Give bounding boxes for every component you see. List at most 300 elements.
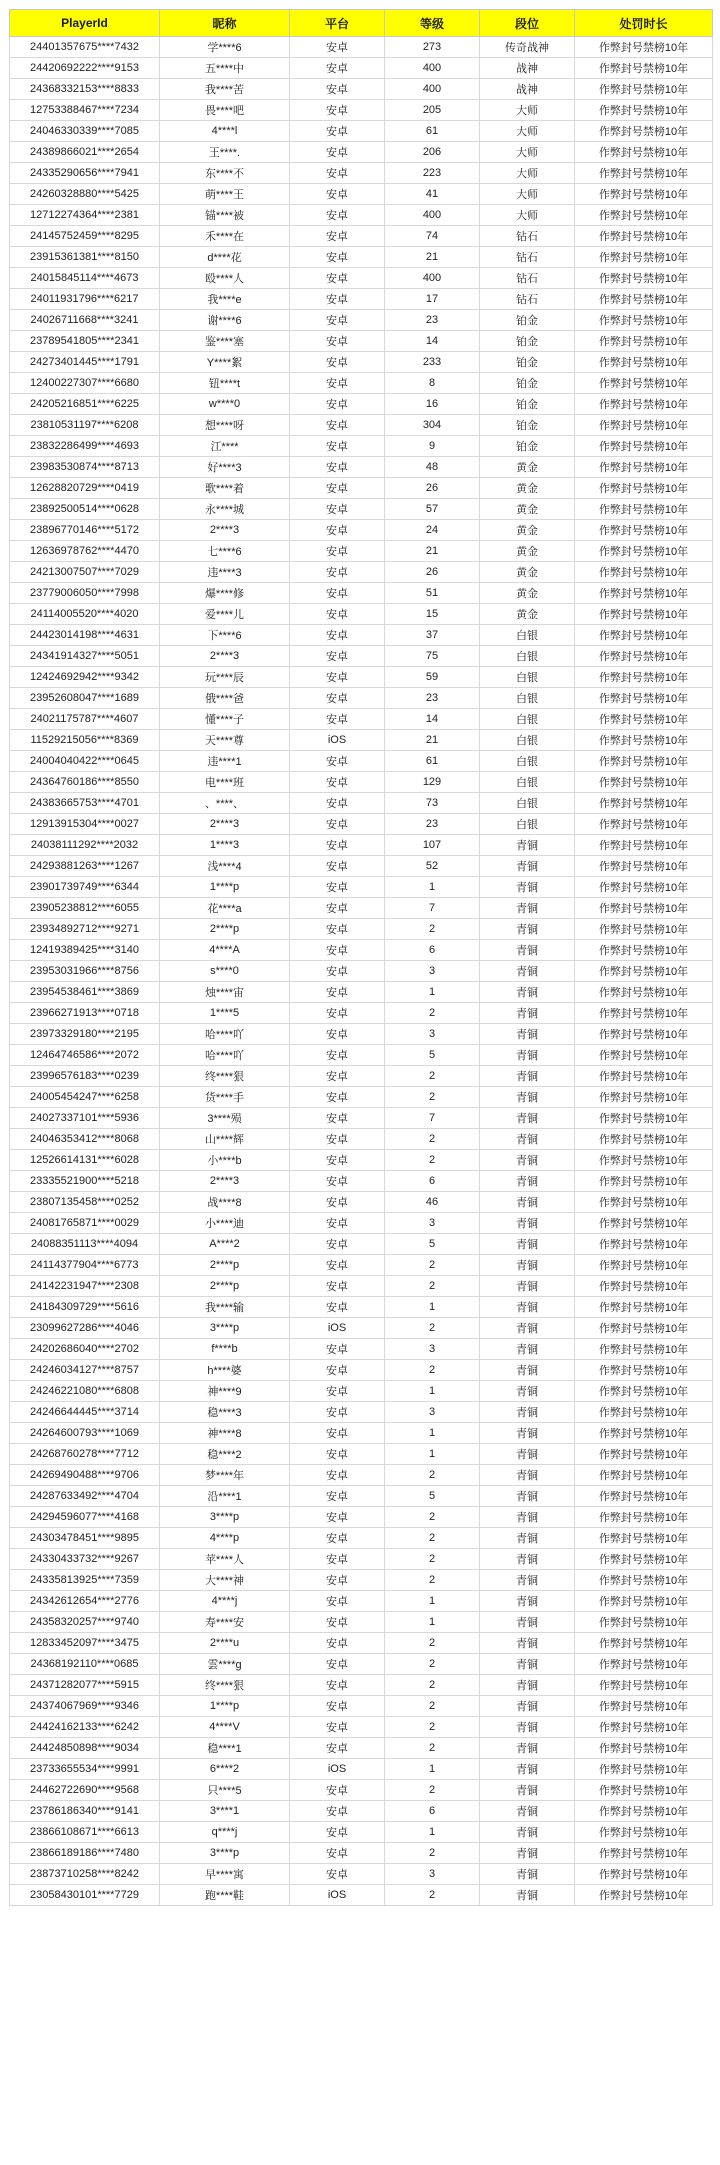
player-id-cell: 24213007507****7029 — [10, 562, 160, 583]
platform-cell: 安卓 — [290, 1549, 385, 1570]
platform-cell: 安卓 — [290, 604, 385, 625]
level-cell: 14 — [385, 709, 480, 730]
nickname-cell: 2****p — [160, 919, 290, 940]
nickname-cell: 好****3 — [160, 457, 290, 478]
nickname-cell: 1****p — [160, 877, 290, 898]
level-cell: 48 — [385, 457, 480, 478]
level-cell: 2 — [385, 1717, 480, 1738]
table-row — [10, 814, 713, 835]
table-row — [10, 730, 713, 751]
nickname-cell: 违****1 — [160, 751, 290, 772]
rank-cell: 大师 — [480, 205, 575, 226]
nickname-cell: 6****2 — [160, 1759, 290, 1780]
player-id-cell: 24260328880****5425 — [10, 184, 160, 205]
player-id-cell: 24246644445****3714 — [10, 1402, 160, 1423]
table-row — [10, 184, 713, 205]
level-cell: 1 — [385, 1822, 480, 1843]
table-row — [10, 1381, 713, 1402]
penalty-duration-cell: 作弊封号禁榜10年 — [575, 1696, 713, 1717]
rank-cell: 铂金 — [480, 331, 575, 352]
nickname-cell: 畏****吧 — [160, 100, 290, 121]
platform-cell: 安卓 — [290, 919, 385, 940]
player-id-cell: 23786186340****9141 — [10, 1801, 160, 1822]
nickname-cell: 下****6 — [160, 625, 290, 646]
penalty-duration-cell: 作弊封号禁榜10年 — [575, 415, 713, 436]
player-id-cell: 24021175787****4607 — [10, 709, 160, 730]
nickname-cell: 神****8 — [160, 1423, 290, 1444]
nickname-cell: 小****迪 — [160, 1213, 290, 1234]
penalty-duration-cell: 作弊封号禁榜10年 — [575, 1780, 713, 1801]
penalty-duration-cell: 作弊封号禁榜10年 — [575, 310, 713, 331]
table-row — [10, 289, 713, 310]
level-cell: 3 — [385, 961, 480, 982]
penalty-duration-cell: 作弊封号禁榜10年 — [575, 1234, 713, 1255]
table-row — [10, 898, 713, 919]
platform-cell: iOS — [290, 730, 385, 751]
penalty-duration-cell: 作弊封号禁榜10年 — [575, 583, 713, 604]
player-id-cell: 24401357675****7432 — [10, 37, 160, 58]
header-level: 等级 — [385, 10, 480, 37]
nickname-cell: 寿****安 — [160, 1612, 290, 1633]
penalty-duration-cell: 作弊封号禁榜10年 — [575, 541, 713, 562]
penalty-duration-cell: 作弊封号禁榜10年 — [575, 793, 713, 814]
penalty-duration-cell: 作弊封号禁榜10年 — [575, 121, 713, 142]
nickname-cell: 4****p — [160, 1528, 290, 1549]
rank-cell: 青铜 — [480, 1003, 575, 1024]
nickname-cell: 战****8 — [160, 1192, 290, 1213]
penalty-duration-cell: 作弊封号禁榜10年 — [575, 331, 713, 352]
penalty-duration-cell: 作弊封号禁榜10年 — [575, 1528, 713, 1549]
rank-cell: 黄金 — [480, 478, 575, 499]
table-row — [10, 1255, 713, 1276]
nickname-cell: 早****寓 — [160, 1864, 290, 1885]
platform-cell: 安卓 — [290, 1444, 385, 1465]
player-id-cell: 24246221080****6808 — [10, 1381, 160, 1402]
player-id-cell: 11529215056****8369 — [10, 730, 160, 751]
penalty-duration-cell: 作弊封号禁榜10年 — [575, 856, 713, 877]
header-row — [10, 10, 713, 37]
level-cell: 5 — [385, 1045, 480, 1066]
table-row — [10, 604, 713, 625]
table-row — [10, 142, 713, 163]
rank-cell: 白银 — [480, 751, 575, 772]
level-cell: 2 — [385, 1885, 480, 1906]
platform-cell: 安卓 — [290, 1276, 385, 1297]
platform-cell: 安卓 — [290, 1507, 385, 1528]
rank-cell: 青铜 — [480, 1612, 575, 1633]
table-row — [10, 1549, 713, 1570]
table-row — [10, 982, 713, 1003]
nickname-cell: 谢****6 — [160, 310, 290, 331]
player-id-cell: 23335521900****5218 — [10, 1171, 160, 1192]
platform-cell: 安卓 — [290, 436, 385, 457]
rank-cell: 青铜 — [480, 1339, 575, 1360]
nickname-cell: 浅****4 — [160, 856, 290, 877]
level-cell: 2 — [385, 1066, 480, 1087]
player-id-cell: 24005454247****6258 — [10, 1087, 160, 1108]
table-row — [10, 1276, 713, 1297]
penalty-duration-cell: 作弊封号禁榜10年 — [575, 1255, 713, 1276]
level-cell: 7 — [385, 1108, 480, 1129]
table-row — [10, 1108, 713, 1129]
platform-cell: 安卓 — [290, 394, 385, 415]
level-cell: 15 — [385, 604, 480, 625]
nickname-cell: 、****、 — [160, 793, 290, 814]
player-id-cell: 24205216851****6225 — [10, 394, 160, 415]
level-cell: 51 — [385, 583, 480, 604]
player-id-cell: 24264600793****1069 — [10, 1423, 160, 1444]
nickname-cell: 天****尊 — [160, 730, 290, 751]
rank-cell: 黄金 — [480, 583, 575, 604]
nickname-cell: h****婆 — [160, 1360, 290, 1381]
player-id-cell: 23934892712****9271 — [10, 919, 160, 940]
player-id-cell: 23901739749****6344 — [10, 877, 160, 898]
penalty-duration-cell: 作弊封号禁榜10年 — [575, 1801, 713, 1822]
nickname-cell: 3****p — [160, 1318, 290, 1339]
platform-cell: 安卓 — [290, 1339, 385, 1360]
rank-cell: 青铜 — [480, 1696, 575, 1717]
nickname-cell: 我****苦 — [160, 79, 290, 100]
rank-cell: 青铜 — [480, 1192, 575, 1213]
player-id-cell: 24004040422****0645 — [10, 751, 160, 772]
rank-cell: 白银 — [480, 730, 575, 751]
level-cell: 57 — [385, 499, 480, 520]
table-row — [10, 1360, 713, 1381]
penalty-duration-cell: 作弊封号禁榜10年 — [575, 1087, 713, 1108]
table-row — [10, 583, 713, 604]
penalty-duration-cell: 作弊封号禁榜10年 — [575, 1297, 713, 1318]
table-row — [10, 1633, 713, 1654]
penalty-duration-cell: 作弊封号禁榜10年 — [575, 982, 713, 1003]
nickname-cell: 小****b — [160, 1150, 290, 1171]
level-cell: 24 — [385, 520, 480, 541]
rank-cell: 黄金 — [480, 499, 575, 520]
player-id-cell: 24046353412****8068 — [10, 1129, 160, 1150]
table-row — [10, 856, 713, 877]
rank-cell: 白银 — [480, 625, 575, 646]
table-row — [10, 1822, 713, 1843]
rank-cell: 青铜 — [480, 1717, 575, 1738]
level-cell: 2 — [385, 1528, 480, 1549]
platform-cell: 安卓 — [290, 289, 385, 310]
player-id-cell: 23099627286****4046 — [10, 1318, 160, 1339]
rank-cell: 青铜 — [480, 940, 575, 961]
level-cell: 2 — [385, 1087, 480, 1108]
nickname-cell: 我****e — [160, 289, 290, 310]
platform-cell: 安卓 — [290, 982, 385, 1003]
platform-cell: 安卓 — [290, 583, 385, 604]
header-rank: 段位 — [480, 10, 575, 37]
rank-cell: 青铜 — [480, 1801, 575, 1822]
nickname-cell: 萌****王 — [160, 184, 290, 205]
player-id-cell: 23810531197****6208 — [10, 415, 160, 436]
table-row — [10, 1339, 713, 1360]
player-id-cell: 12464746586****2072 — [10, 1045, 160, 1066]
platform-cell: 安卓 — [290, 478, 385, 499]
rank-cell: 青铜 — [480, 1822, 575, 1843]
table-row — [10, 1801, 713, 1822]
penalty-duration-cell: 作弊封号禁榜10年 — [575, 1675, 713, 1696]
level-cell: 8 — [385, 373, 480, 394]
level-cell: 46 — [385, 1192, 480, 1213]
penalty-duration-cell: 作弊封号禁榜10年 — [575, 562, 713, 583]
penalty-duration-cell: 作弊封号禁榜10年 — [575, 226, 713, 247]
table-row — [10, 751, 713, 772]
level-cell: 400 — [385, 268, 480, 289]
rank-cell: 青铜 — [480, 1360, 575, 1381]
nickname-cell: 终****狠 — [160, 1066, 290, 1087]
table-row — [10, 709, 713, 730]
platform-cell: 安卓 — [290, 1612, 385, 1633]
rank-cell: 青铜 — [480, 1255, 575, 1276]
platform-cell: 安卓 — [290, 268, 385, 289]
penalty-duration-cell: 作弊封号禁榜10年 — [575, 772, 713, 793]
level-cell: 1 — [385, 1381, 480, 1402]
level-cell: 2 — [385, 1129, 480, 1150]
nickname-cell: 爱****儿 — [160, 604, 290, 625]
player-id-cell: 12419389425****3140 — [10, 940, 160, 961]
rank-cell: 青铜 — [480, 1150, 575, 1171]
player-id-cell: 24142231947****2308 — [10, 1276, 160, 1297]
player-id-cell: 23953031966****8756 — [10, 961, 160, 982]
player-id-cell: 23873710258****8242 — [10, 1864, 160, 1885]
penalty-duration-cell: 作弊封号禁榜10年 — [575, 1822, 713, 1843]
platform-cell: 安卓 — [290, 1465, 385, 1486]
player-id-cell: 24202686040****2702 — [10, 1339, 160, 1360]
rank-cell: 青铜 — [480, 1423, 575, 1444]
level-cell: 74 — [385, 226, 480, 247]
platform-cell: 安卓 — [290, 1528, 385, 1549]
rank-cell: 白银 — [480, 814, 575, 835]
level-cell: 59 — [385, 667, 480, 688]
rank-cell: 大师 — [480, 100, 575, 121]
rank-cell: 黄金 — [480, 562, 575, 583]
nickname-cell: 俄****爸 — [160, 688, 290, 709]
nickname-cell: 2****3 — [160, 814, 290, 835]
level-cell: 233 — [385, 352, 480, 373]
penalty-duration-cell: 作弊封号禁榜10年 — [575, 898, 713, 919]
player-id-cell: 24371282077****5915 — [10, 1675, 160, 1696]
player-id-cell: 24088351113****4094 — [10, 1234, 160, 1255]
level-cell: 14 — [385, 331, 480, 352]
player-id-cell: 24358320257****9740 — [10, 1612, 160, 1633]
table-row — [10, 835, 713, 856]
player-id-cell: 23892500514****0628 — [10, 499, 160, 520]
nickname-cell: 王****. — [160, 142, 290, 163]
player-id-cell: 23866189186****7480 — [10, 1843, 160, 1864]
table-row — [10, 1780, 713, 1801]
level-cell: 37 — [385, 625, 480, 646]
table-row — [10, 79, 713, 100]
rank-cell: 白银 — [480, 688, 575, 709]
table-row — [10, 1423, 713, 1444]
table-row — [10, 1003, 713, 1024]
penalty-duration-cell: 作弊封号禁榜10年 — [575, 499, 713, 520]
level-cell: 73 — [385, 793, 480, 814]
platform-cell: 安卓 — [290, 898, 385, 919]
penalty-duration-cell: 作弊封号禁榜10年 — [575, 58, 713, 79]
penalty-duration-cell: 作弊封号禁榜10年 — [575, 1885, 713, 1906]
table-body — [10, 37, 713, 1906]
platform-cell: 安卓 — [290, 751, 385, 772]
level-cell: 21 — [385, 730, 480, 751]
level-cell: 1 — [385, 1759, 480, 1780]
penalty-duration-cell: 作弊封号禁榜10年 — [575, 352, 713, 373]
nickname-cell: 玩****辰 — [160, 667, 290, 688]
level-cell: 1 — [385, 1612, 480, 1633]
player-id-cell: 23966271913****0718 — [10, 1003, 160, 1024]
nickname-cell: 1****5 — [160, 1003, 290, 1024]
table-row — [10, 940, 713, 961]
level-cell: 23 — [385, 814, 480, 835]
penalty-duration-cell: 作弊封号禁榜10年 — [575, 394, 713, 415]
level-cell: 2 — [385, 1738, 480, 1759]
platform-cell: 安卓 — [290, 1654, 385, 1675]
platform-cell: 安卓 — [290, 205, 385, 226]
level-cell: 3 — [385, 1864, 480, 1885]
nickname-cell: 江**** — [160, 436, 290, 457]
player-id-cell: 23832286499****4693 — [10, 436, 160, 457]
level-cell: 26 — [385, 478, 480, 499]
player-id-cell: 23058430101****7729 — [10, 1885, 160, 1906]
platform-cell: 安卓 — [290, 1843, 385, 1864]
player-id-cell: 12712274364****2381 — [10, 205, 160, 226]
platform-cell: 安卓 — [290, 1213, 385, 1234]
nickname-cell: 哈****吖 — [160, 1024, 290, 1045]
rank-cell: 青铜 — [480, 1759, 575, 1780]
table-row — [10, 268, 713, 289]
rank-cell: 白银 — [480, 772, 575, 793]
rank-cell: 青铜 — [480, 1297, 575, 1318]
nickname-cell: f****b — [160, 1339, 290, 1360]
player-id-cell: 24335813925****7359 — [10, 1570, 160, 1591]
platform-cell: 安卓 — [290, 1423, 385, 1444]
rank-cell: 铂金 — [480, 310, 575, 331]
level-cell: 273 — [385, 37, 480, 58]
rank-cell: 青铜 — [480, 856, 575, 877]
rank-cell: 青铜 — [480, 1087, 575, 1108]
penalty-list-sheet — [9, 9, 712, 1906]
nickname-cell: 电****班 — [160, 772, 290, 793]
rank-cell: 青铜 — [480, 1171, 575, 1192]
platform-cell: iOS — [290, 1318, 385, 1339]
penalty-duration-cell: 作弊封号禁榜10年 — [575, 289, 713, 310]
table-row — [10, 1507, 713, 1528]
nickname-cell: 稳****3 — [160, 1402, 290, 1423]
nickname-cell: 2****3 — [160, 1171, 290, 1192]
nickname-cell: d****花 — [160, 247, 290, 268]
nickname-cell: 2****p — [160, 1255, 290, 1276]
nickname-cell: w****0 — [160, 394, 290, 415]
rank-cell: 青铜 — [480, 961, 575, 982]
table-row — [10, 1192, 713, 1213]
level-cell: 61 — [385, 121, 480, 142]
level-cell: 6 — [385, 940, 480, 961]
rank-cell: 青铜 — [480, 1843, 575, 1864]
rank-cell: 青铜 — [480, 1276, 575, 1297]
platform-cell: 安卓 — [290, 814, 385, 835]
platform-cell: 安卓 — [290, 940, 385, 961]
player-id-cell: 24294596077****4168 — [10, 1507, 160, 1528]
nickname-cell: 永****城 — [160, 499, 290, 520]
platform-cell: 安卓 — [290, 541, 385, 562]
table-row — [10, 667, 713, 688]
rank-cell: 青铜 — [480, 1864, 575, 1885]
table-row — [10, 1675, 713, 1696]
table-row — [10, 688, 713, 709]
level-cell: 75 — [385, 646, 480, 667]
player-id-cell: 24341914327****5051 — [10, 646, 160, 667]
table-row — [10, 793, 713, 814]
platform-cell: 安卓 — [290, 1381, 385, 1402]
rank-cell: 青铜 — [480, 1066, 575, 1087]
player-id-cell: 24246034127****8757 — [10, 1360, 160, 1381]
platform-cell: 安卓 — [290, 121, 385, 142]
player-id-cell: 24303478451****9895 — [10, 1528, 160, 1549]
penalty-duration-cell: 作弊封号禁榜10年 — [575, 1066, 713, 1087]
table-row — [10, 1297, 713, 1318]
level-cell: 3 — [385, 1402, 480, 1423]
level-cell: 206 — [385, 142, 480, 163]
player-id-cell: 12526614131****6028 — [10, 1150, 160, 1171]
platform-cell: 安卓 — [290, 58, 385, 79]
penalty-duration-cell: 作弊封号禁榜10年 — [575, 961, 713, 982]
table-row — [10, 1843, 713, 1864]
rank-cell: 青铜 — [480, 1507, 575, 1528]
level-cell: 2 — [385, 1360, 480, 1381]
player-id-cell: 23779006050****7998 — [10, 583, 160, 604]
nickname-cell: 只****5 — [160, 1780, 290, 1801]
level-cell: 26 — [385, 562, 480, 583]
nickname-cell: 终****狠 — [160, 1675, 290, 1696]
platform-cell: 安卓 — [290, 1045, 385, 1066]
rank-cell: 青铜 — [480, 1444, 575, 1465]
platform-cell: 安卓 — [290, 856, 385, 877]
table-row — [10, 1486, 713, 1507]
table-row — [10, 394, 713, 415]
nickname-cell: 烛****宙 — [160, 982, 290, 1003]
nickname-cell: 4****j — [160, 1591, 290, 1612]
level-cell: 3 — [385, 1024, 480, 1045]
player-id-cell: 24038111292****2032 — [10, 835, 160, 856]
nickname-cell: 钮****t — [160, 373, 290, 394]
table-row — [10, 772, 713, 793]
level-cell: 2 — [385, 1633, 480, 1654]
penalty-duration-cell: 作弊封号禁榜10年 — [575, 1171, 713, 1192]
rank-cell: 白银 — [480, 667, 575, 688]
penalty-duration-cell: 作弊封号禁榜10年 — [575, 1213, 713, 1234]
level-cell: 304 — [385, 415, 480, 436]
table-row — [10, 1465, 713, 1486]
level-cell: 107 — [385, 835, 480, 856]
penalty-duration-cell: 作弊封号禁榜10年 — [575, 940, 713, 961]
penalty-duration-cell: 作弊封号禁榜10年 — [575, 205, 713, 226]
player-id-cell: 24420692222****9153 — [10, 58, 160, 79]
player-id-cell: 23733655534****9991 — [10, 1759, 160, 1780]
level-cell: 1 — [385, 1444, 480, 1465]
player-id-cell: 24383665753****4701 — [10, 793, 160, 814]
player-id-cell: 24368332153****8833 — [10, 79, 160, 100]
platform-cell: 安卓 — [290, 1780, 385, 1801]
rank-cell: 铂金 — [480, 394, 575, 415]
player-id-cell: 24462722690****9568 — [10, 1780, 160, 1801]
penalty-duration-cell: 作弊封号禁榜10年 — [575, 751, 713, 772]
penalty-duration-cell: 作弊封号禁榜10年 — [575, 184, 713, 205]
penalty-duration-cell: 作弊封号禁榜10年 — [575, 1591, 713, 1612]
nickname-cell: 稳****1 — [160, 1738, 290, 1759]
player-id-cell: 23915361381****8150 — [10, 247, 160, 268]
table-row — [10, 1087, 713, 1108]
